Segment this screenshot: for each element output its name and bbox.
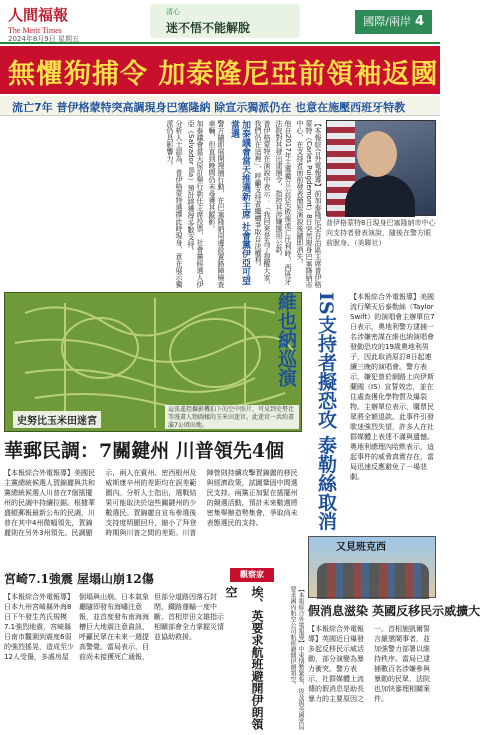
banksy-headline: 又見班克西 [336, 542, 386, 553]
lead-body-column: 他自2017年主導獨立公投失敗後流亡比利時，西班牙法院對其發出逮捕令，指控其涉嫌挪用公款。 [275, 120, 292, 285]
photo-crowd [317, 563, 429, 599]
puigdemont-photo [326, 120, 436, 216]
uk-protest-body: 【本報綜合外電報導】英國近日爆發多起反移民示威活動，部分演變為暴力衝突。警方表示，社群媒體上流傳的假消息是助長暴力的主要原因之一。首相施凱爾誓言嚴懲鬧事者，並加強警力部署以維持秩序。當局已逮捕數百名涉嫌參與暴動的民眾，法院也加快審理相關案件。 [308, 625, 430, 703]
issue-date: 2024年8月9日 星期五 [8, 35, 79, 43]
egypt-uk-headline: 埃、英要求航班避開伊朗領空 [224, 586, 264, 730]
logo-english: The Merit Times [8, 26, 62, 35]
photo-figure-head [357, 131, 397, 177]
newspaper-logo [8, 4, 78, 34]
lead-body-column: 加泰議會當天原訂舉行新任主席投票，社會黨候選人伊亞（Salvador Illa）預計將獲得多數支持。 [187, 120, 204, 288]
quake-headline: 宮崎7.1強震 屋塌山崩12傷 [4, 572, 154, 586]
lead-body-column: 分析人士認為，普伊格蒙特選擇此時現身，意在展示獨派仍具影響力。 [166, 120, 183, 288]
section-name: 國際/兩岸 [363, 15, 411, 28]
observer-badge: 觀察家 [230, 568, 274, 582]
lead-subhead: 流亡7年 普伊格蒙特突高調現身巴塞隆納 除宣示獨派仍在 也意在施壓西班牙特教 [12, 101, 406, 114]
taylor-swift-headline: IS支持者擬恐攻 泰勒絲取消維也納巡演 [275, 292, 337, 531]
promo-slogan: 迷不悟不能解脫 [166, 21, 251, 35]
taylor-swift-body: 【本報綜合外電報導】美國流行樂天后泰勒絲（Taylor Swift）的演唱會主辦單位7日表示，奧地利警方逮捕一名涉嫌密謀在維也納演唱會發動恐攻的19歲奧地利男子，因此取消原訂8日起連續三晚的演唱會。警方表示，嫌犯曾於網路上向伊斯蘭國（IS）宣誓效忠，並在住處查獲化學物質及爆裂物。主辦單位表示，購票民眾將全額退款。此事件引發歌迷強烈失望，許多人在社群媒體上表達不滿與遺憾。奧地利總理內哈默表示，這起事件的威脅真實存在，當局迅速反應避免了一場悲劇。 [350, 293, 435, 481]
maze-caption: 這張遙控攝影機拍下的空中照片，可見到史努比等漫畫人物圖樣的玉米田迷宮。此迷宮一共約畫滿7公頃田地。 [165, 405, 299, 429]
quake-body: 【本報綜合外電報導】日本九州宮崎縣外海8日下午發生芮氏規模7.1強烈地震，宮崎縣日南市觀測到震度6弱的強烈搖晃，造成至少12人受傷，多處房屋倒塌與山崩。日本氣象廳隨即發布海嘯注意報，並首度發布南海海槽巨大地震注意資訊，呼籲民眾在未來一週提高警覺。當局表示，目前尚未接獲死亡通報，但部分道路因落石封閉，鐵路運輸一度中斷。首相岸田文雄指示相關部會全力掌握災情並協助救援。 [4, 593, 224, 661]
lead-banner [0, 46, 440, 94]
promo-tag: 清心 [166, 8, 180, 16]
corn-maze-photo [4, 292, 302, 432]
lead-body-column: 普伊格蒙特在演說中表示：「我回來是為了提醒大家，我們仍在這裡」，呼籲支持者繼續爭取自決權利。 [254, 120, 271, 288]
photo-figure-body [345, 175, 415, 217]
lead-subhead-bar [0, 96, 440, 116]
lead-side-heading: 加泰議會當天推選新主席 社會黨伊亞可望當選 [229, 120, 250, 286]
egypt-uk-body: 【本報綜合外電報導】中東情勢緊張，埃及與英國當局要求國內航空公司航班避開伊朗領空。 [289, 586, 304, 730]
poll-body: 【本報綜合外電報導】美國民主黨總統候選人賀錦麗與共和黨總統候選人川普在7個搖擺州的民調中持續拉鋸。根據華盛頓郵報最新公布的民調，川普在其中4州微幅領先，賀錦麗則在另外3州領先。民調顯示，兩人在賓州、密西根州及威斯康辛州的差距均在誤差範圍內。分析人士指出，選戰結果可能取決於這些關鍵州的少數選民。賀錦麗自宣布參選後支持度明顯回升，縮小了拜登時期與川普之間的差距。川普陣營則持續攻擊賀錦麗的移民與經濟政策，試圖鞏固中間選民支持。兩黨正加緊在搖擺州的競選活動，預計未來數週將密集舉辦造勢集會，爭取尚未表態選民的支持。 [4, 469, 298, 537]
logo-chinese: 人間福報 [8, 6, 69, 24]
lead-headline: 無懼狗捕令 加泰隆尼亞前領袖返國 [8, 59, 439, 90]
section-label [355, 10, 432, 34]
maze-title: 史努比玉米田迷宮 [13, 411, 101, 428]
puigdemont-photo-caption: 普伊格蒙特8日現身巴塞隆納市中心向支持者發表演說，隨後在警方眼前脫身。（美聯社） [326, 219, 436, 247]
lead-article-columns [4, 120, 322, 290]
promo-box [150, 4, 300, 38]
masthead [0, 0, 440, 44]
poll-headline: 華郵民調：7關鍵州 川普領先4個 [4, 440, 285, 462]
uk-protest-headline: 假消息滋染 英國反移民示威擴大 [308, 604, 480, 618]
lead-body-column: 【本報綜合外電報導】前加泰隆尼亞自治區主席普伊格蒙特（Carles Puigdemont）8日突然現身巴塞隆納市中心，在支持者面前發表簡短演說後隨即消失。 [296, 120, 322, 289]
lead-body-column: 警方隨即展開搜捕行動，在巴塞隆納周邊設置路障檢查車輛，但直到晚間仍未尋獲其蹤影。 [208, 120, 225, 288]
page-number: 4 [414, 14, 424, 29]
